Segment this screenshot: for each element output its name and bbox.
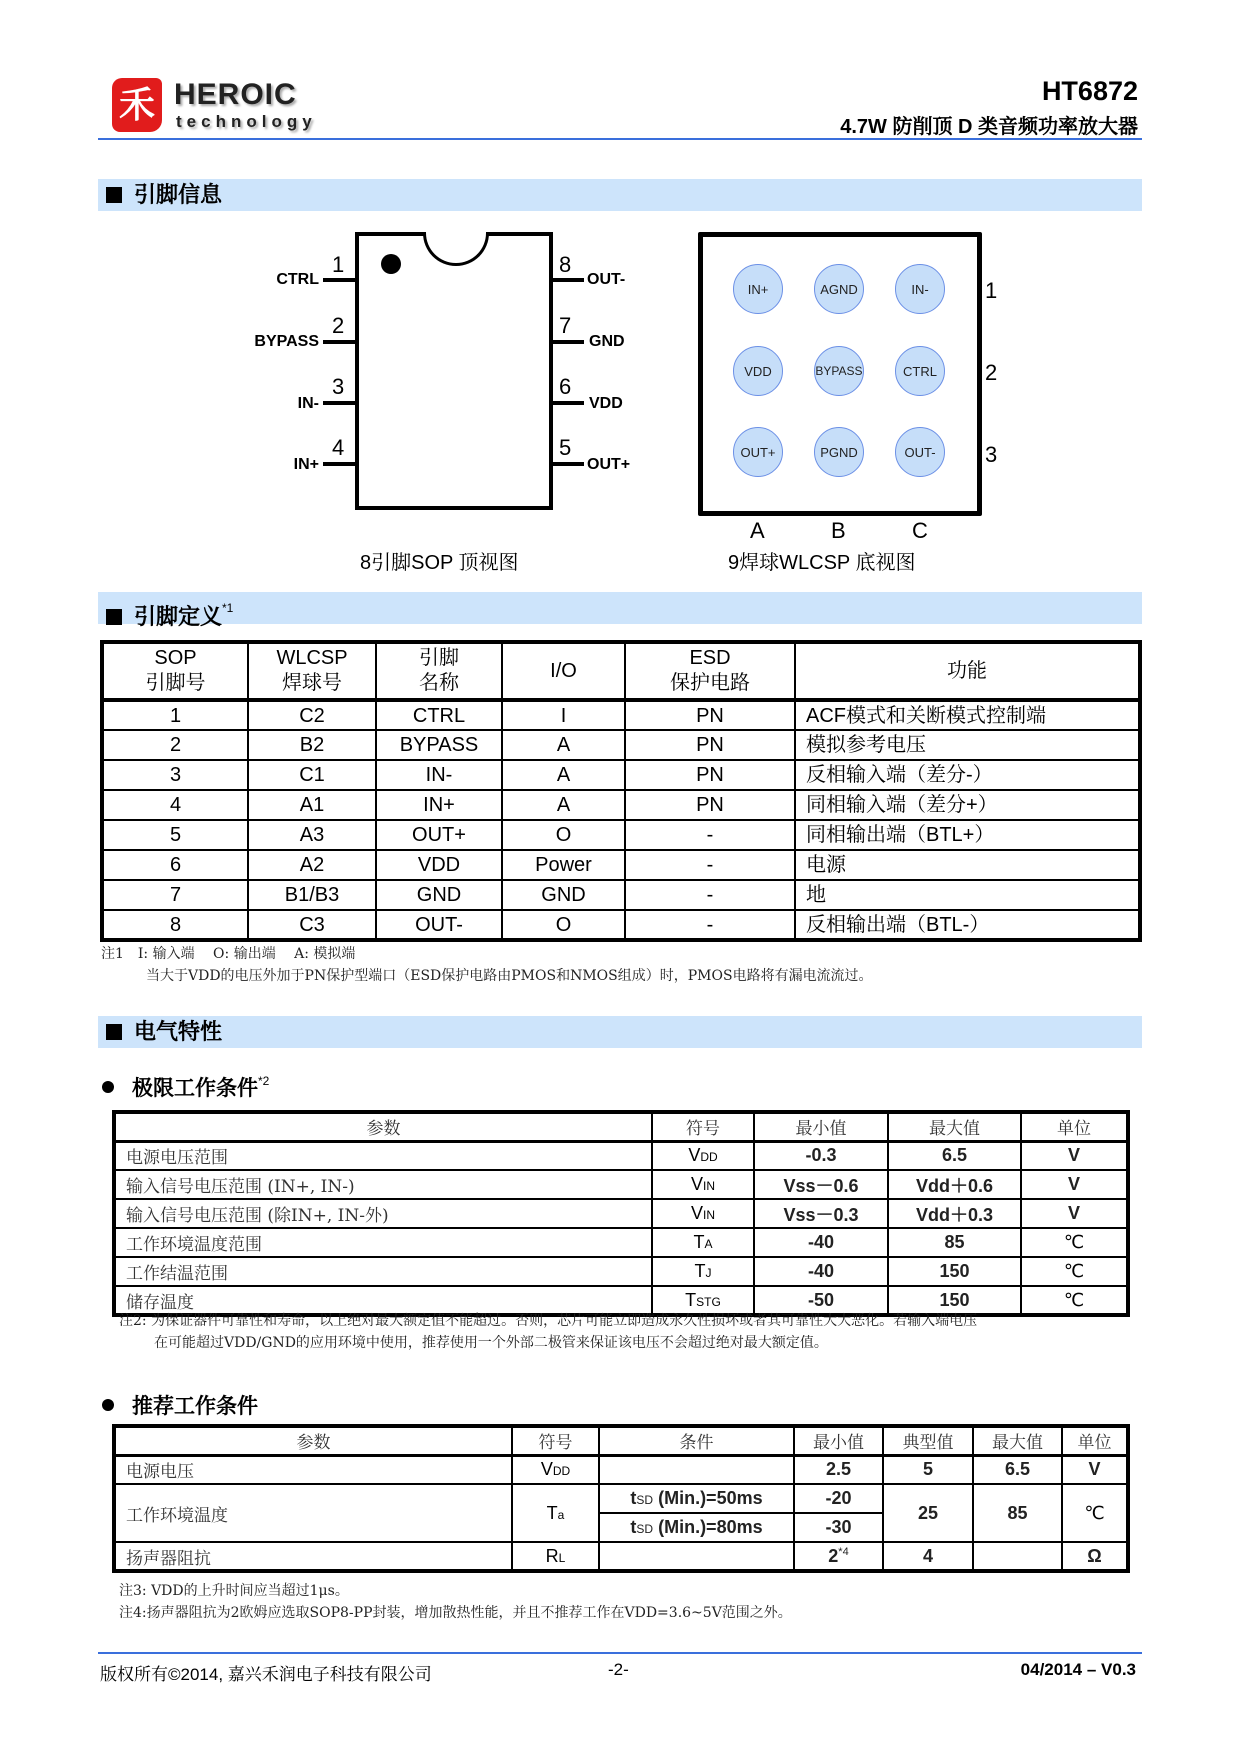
pin-definition-table	[100, 640, 1142, 942]
subsection-abs-max	[102, 1072, 269, 1102]
column-header: ESD 保护电路	[625, 642, 795, 700]
cell-wlcsp-ball: B1/B3	[248, 880, 376, 910]
cell-max: 85	[888, 1228, 1021, 1257]
cell-min: 2.5	[794, 1455, 883, 1484]
pin-lead	[552, 462, 584, 466]
pin-label: IN+	[293, 456, 319, 473]
cell-esd: -	[625, 850, 795, 880]
cell-pin-name: OUT+	[376, 820, 502, 850]
pin-lead	[552, 340, 584, 344]
header-divider	[98, 138, 1142, 140]
cell-wlcsp-ball: C3	[248, 910, 376, 940]
footer-divider	[98, 1652, 1142, 1654]
table-row	[102, 760, 1140, 790]
pin-label: OUT+	[587, 456, 631, 473]
cell-sop-pin: 2	[102, 730, 248, 760]
cell-pin-name: VDD	[376, 850, 502, 880]
cell-sop-pin: 1	[102, 700, 248, 730]
cell-unit: V	[1021, 1170, 1128, 1199]
cell-condition	[599, 1542, 794, 1571]
solder-ball-c3: OUT-	[895, 427, 945, 477]
table-row	[114, 1257, 1128, 1286]
cell-wlcsp-ball: A1	[248, 790, 376, 820]
cell-sop-pin: 5	[102, 820, 248, 850]
cell-function: 模拟参考电压	[795, 730, 1140, 760]
note-1-text: 当大于VDD的电压外加于PN保护型端口（ESD保护电路由PMOS和NMOS组成）时，PMOS电路将有漏电流流过。	[146, 968, 873, 984]
cell-wlcsp-ball: A3	[248, 820, 376, 850]
solder-ball-b3: PGND	[814, 427, 864, 477]
cell-io: A	[502, 790, 625, 820]
sop-caption: 8引脚SOP 顶视图	[360, 552, 519, 574]
logo-seal-icon: 禾	[112, 78, 162, 132]
sop-package-body	[355, 232, 553, 510]
solder-ball-b1: AGND	[814, 264, 864, 314]
cell-wlcsp-ball: C1	[248, 760, 376, 790]
cell-symbol: VDD	[652, 1141, 754, 1170]
pin-lead	[323, 340, 355, 344]
solder-ball-a2: VDD	[733, 346, 783, 396]
cell-pin-name: CTRL	[376, 700, 502, 730]
cell-parameter: 输入信号电压范围 (除IN+, IN-外)	[114, 1199, 652, 1228]
cell-pin-name: IN-	[376, 760, 502, 790]
pin-label: BYPASS	[254, 333, 319, 350]
cell-io: O	[502, 910, 625, 940]
cell-min: Vss－0.6	[754, 1170, 888, 1199]
row-label: 1	[985, 278, 998, 303]
column-header: 最大值	[973, 1426, 1062, 1455]
cell-symbol: TSTG	[652, 1286, 754, 1315]
footnote-ref: *4	[838, 1545, 849, 1558]
cell-symbol: VIN	[652, 1199, 754, 1228]
pin-label: VDD	[589, 395, 623, 412]
cell-esd: PN	[625, 730, 795, 760]
cell-symbol: TJ	[652, 1257, 754, 1286]
column-header: 典型值	[883, 1426, 973, 1455]
cell-function: 同相输入端（差分+）	[795, 790, 1140, 820]
note-4: 注4:扬声器阻抗为2欧姆应选取SOP8-PP封装，增加散热性能，并且不推荐工作在VDD=3.6~5V范围之外。	[119, 1605, 792, 1621]
table-header-row	[114, 1112, 1128, 1141]
cell-min: Vss－0.3	[754, 1199, 888, 1228]
cell-esd: -	[625, 820, 795, 850]
cell-max: 6.5	[973, 1455, 1062, 1484]
cell-pin-name: GND	[376, 880, 502, 910]
cell-sop-pin: 4	[102, 790, 248, 820]
document-title: HT6872	[1041, 76, 1138, 106]
pin-label: GND	[589, 333, 625, 350]
cell-symbol: TA	[652, 1228, 754, 1257]
column-header: 单位	[1021, 1112, 1128, 1141]
pin-number: 4	[332, 435, 345, 460]
cell-max: 150	[888, 1257, 1021, 1286]
cell-function: 反相输入端（差分-）	[795, 760, 1140, 790]
column-header: 符号	[652, 1112, 754, 1141]
cell-esd: PN	[625, 700, 795, 730]
cell-typ: 4	[883, 1542, 973, 1571]
cell-io: GND	[502, 880, 625, 910]
pin1-marker-icon	[381, 254, 401, 274]
column-label: B	[831, 518, 846, 543]
note-2-line-1: 注2: 为保证器件可靠性和寿命，以上绝对最大额定值不能超过。否则，芯片可能立即造成永久性损坏或者其可靠性大大恶化。若输入端电压	[119, 1313, 978, 1329]
round-bullet-icon	[102, 1081, 114, 1093]
cell-pin-name: IN+	[376, 790, 502, 820]
solder-ball-a1: IN+	[733, 264, 783, 314]
footer-copyright: 版权所有©2014, 嘉兴禾润电子科技有限公司	[100, 1665, 432, 1684]
table-row	[102, 700, 1140, 730]
cell-parameter: 电源电压	[114, 1455, 512, 1484]
footer-version: 04/2014 – V0.3	[1020, 1660, 1136, 1679]
cell-min: -20	[794, 1484, 883, 1513]
pin-number: 1	[332, 252, 345, 277]
column-label: A	[750, 518, 765, 543]
table-row	[114, 1455, 1128, 1484]
cell-unit: V	[1021, 1199, 1128, 1228]
cell-sop-pin: 8	[102, 910, 248, 940]
cell-symbol: RL	[512, 1542, 599, 1571]
cell-io: Power	[502, 850, 625, 880]
cell-parameter: 电源电压范围	[114, 1141, 652, 1170]
square-bullet-icon	[106, 609, 122, 625]
package-notch	[423, 232, 489, 266]
solder-ball-b2: BYPASS	[814, 346, 864, 396]
table-row	[102, 850, 1140, 880]
pin-lead	[552, 278, 584, 282]
footnote-ref: *2	[258, 1074, 270, 1088]
cell-pin-name: BYPASS	[376, 730, 502, 760]
cell-min: -0.3	[754, 1141, 888, 1170]
page-number: -2-	[608, 1660, 629, 1679]
pin-number: 6	[559, 374, 572, 399]
column-label: C	[912, 518, 928, 543]
cell-typ: 5	[883, 1455, 973, 1484]
cell-min: -50	[754, 1286, 888, 1315]
cell-unit: ℃	[1062, 1484, 1128, 1542]
cell-esd: -	[625, 910, 795, 940]
section-header-pin-definition	[98, 592, 1142, 629]
column-header: 单位	[1062, 1426, 1128, 1455]
pin-number: 8	[559, 252, 572, 277]
solder-ball-c2: CTRL	[895, 346, 945, 396]
logo-name: HEROIC	[174, 78, 297, 111]
pin-label: OUT-	[587, 271, 626, 288]
absolute-max-ratings-table	[112, 1110, 1130, 1317]
pin-lead	[552, 401, 584, 405]
column-header: I/O	[502, 642, 625, 700]
pin-number: 2	[332, 313, 345, 338]
table-row	[114, 1141, 1128, 1170]
cell-max: Vdd＋0.3	[888, 1199, 1021, 1228]
cell-wlcsp-ball: A2	[248, 850, 376, 880]
cell-io: O	[502, 820, 625, 850]
logo-subtitle: technology	[176, 112, 317, 131]
cell-symbol: VDD	[512, 1455, 599, 1484]
cell-pin-name: OUT-	[376, 910, 502, 940]
cell-parameter: 工作结温范围	[114, 1257, 652, 1286]
section-header-pin-info	[98, 179, 1142, 211]
cell-function: 地	[795, 880, 1140, 910]
table-row	[102, 820, 1140, 850]
cell-condition: tSD (Min.)=50ms	[599, 1484, 794, 1513]
cell-wlcsp-ball: C2	[248, 700, 376, 730]
cell-unit: V	[1021, 1141, 1128, 1170]
square-bullet-icon	[106, 1024, 122, 1040]
cell-wlcsp-ball: B2	[248, 730, 376, 760]
column-header: 符号	[512, 1426, 599, 1455]
column-header: 条件	[599, 1426, 794, 1455]
cell-min: -40	[754, 1228, 888, 1257]
document-subtitle: 4.7W 防削顶 D 类音频功率放大器	[840, 116, 1138, 138]
table-row	[102, 790, 1140, 820]
column-header: SOP 引脚号	[102, 642, 248, 700]
subsection-recommended	[102, 1390, 258, 1420]
cell-parameter: 工作环境温度	[114, 1484, 512, 1542]
table-header-row	[114, 1426, 1128, 1455]
cell-io: A	[502, 730, 625, 760]
pin-number: 3	[332, 374, 345, 399]
company-logo	[108, 74, 338, 136]
cell-function: ACF模式和关断模式控制端	[795, 700, 1140, 730]
cell-unit: Ω	[1062, 1542, 1128, 1571]
pin-lead	[323, 278, 355, 282]
table-row	[114, 1484, 1128, 1513]
cell-sop-pin: 3	[102, 760, 248, 790]
section-title: 引脚信息	[134, 182, 223, 207]
pin-number: 5	[559, 435, 572, 460]
pin-number: 7	[559, 313, 572, 338]
solder-ball-a3: OUT+	[733, 427, 783, 477]
cell-condition: tSD (Min.)=80ms	[599, 1513, 794, 1542]
table-header-row	[102, 642, 1140, 700]
note-3: 注3: VDD的上升时间应当超过1μs。	[119, 1583, 349, 1599]
cell-max: 150	[888, 1286, 1021, 1315]
column-header: 功能	[795, 642, 1140, 700]
column-header: 最小值	[794, 1426, 883, 1455]
cell-parameter: 扬声器阻抗	[114, 1542, 512, 1571]
cell-sop-pin: 7	[102, 880, 248, 910]
note-1-legend: 注1 I: 输入端 O: 输出端 A: 模拟端	[101, 946, 356, 962]
cell-min: 2$^{*4}$	[794, 1542, 883, 1571]
cell-parameter: 储存温度	[114, 1286, 652, 1315]
pin-label: CTRL	[276, 271, 319, 288]
subsection-title: 极限工作条件	[132, 1077, 258, 1100]
column-header: 最小值	[754, 1112, 888, 1141]
cell-unit: ℃	[1021, 1228, 1128, 1257]
cell-max: 6.5	[888, 1141, 1021, 1170]
table-row	[114, 1228, 1128, 1257]
cell-esd: PN	[625, 790, 795, 820]
cell-esd: PN	[625, 760, 795, 790]
column-header: WLCSP 焊球号	[248, 642, 376, 700]
solder-ball-c1: IN-	[895, 264, 945, 314]
cell-unit: ℃	[1021, 1257, 1128, 1286]
column-header: 引脚 名称	[376, 642, 502, 700]
cell-max: Vdd＋0.6	[888, 1170, 1021, 1199]
cell-function: 同相输出端（BTL+）	[795, 820, 1140, 850]
section-header-electrical	[98, 1016, 1142, 1048]
note-2-line-2: 在可能超过VDD/GND的应用环境中使用，推荐使用一个外部二极管来保证该电压不会超过绝对最大额定值。	[154, 1335, 828, 1351]
column-header: 最大值	[888, 1112, 1021, 1141]
row-label: 3	[985, 442, 998, 467]
cell-symbol: Ta	[512, 1484, 599, 1542]
cell-io: A	[502, 760, 625, 790]
cell-typ: 25	[883, 1484, 973, 1542]
cell-function: 电源	[795, 850, 1140, 880]
table-row	[114, 1199, 1128, 1228]
table-row	[114, 1170, 1128, 1199]
cell-max: 85	[973, 1484, 1062, 1542]
cell-io: I	[502, 700, 625, 730]
subsection-title: 推荐工作条件	[132, 1395, 258, 1418]
square-bullet-icon	[106, 187, 122, 203]
pin-label: IN-	[297, 395, 319, 412]
cell-parameter: 输入信号电压范围 (IN+, IN-)	[114, 1170, 652, 1199]
cell-esd: -	[625, 880, 795, 910]
cell-min: -30	[794, 1513, 883, 1542]
round-bullet-icon	[102, 1399, 114, 1411]
cell-condition	[599, 1455, 794, 1484]
row-label: 2	[985, 360, 998, 385]
recommended-operating-table	[112, 1424, 1130, 1573]
table-row	[102, 880, 1140, 910]
pin-lead	[323, 462, 355, 466]
table-row	[102, 910, 1140, 940]
cell-unit: ℃	[1021, 1286, 1128, 1315]
pin-lead	[323, 401, 355, 405]
section-title: 引脚定义	[134, 604, 223, 629]
cell-max	[973, 1542, 1062, 1571]
table-row	[102, 730, 1140, 760]
cell-parameter: 工作环境温度范围	[114, 1228, 652, 1257]
cell-unit: V	[1062, 1455, 1128, 1484]
cell-symbol: VIN	[652, 1170, 754, 1199]
table-row	[114, 1542, 1128, 1571]
cell-function: 反相输出端（BTL-）	[795, 910, 1140, 940]
section-title: 电气特性	[134, 1019, 223, 1044]
column-header: 参数	[114, 1112, 652, 1141]
column-header: 参数	[114, 1426, 512, 1455]
cell-sop-pin: 6	[102, 850, 248, 880]
footnote-ref: *1	[222, 601, 234, 615]
wlcsp-caption: 9焊球WLCSP 底视图	[728, 552, 916, 574]
cell-min: -40	[754, 1257, 888, 1286]
